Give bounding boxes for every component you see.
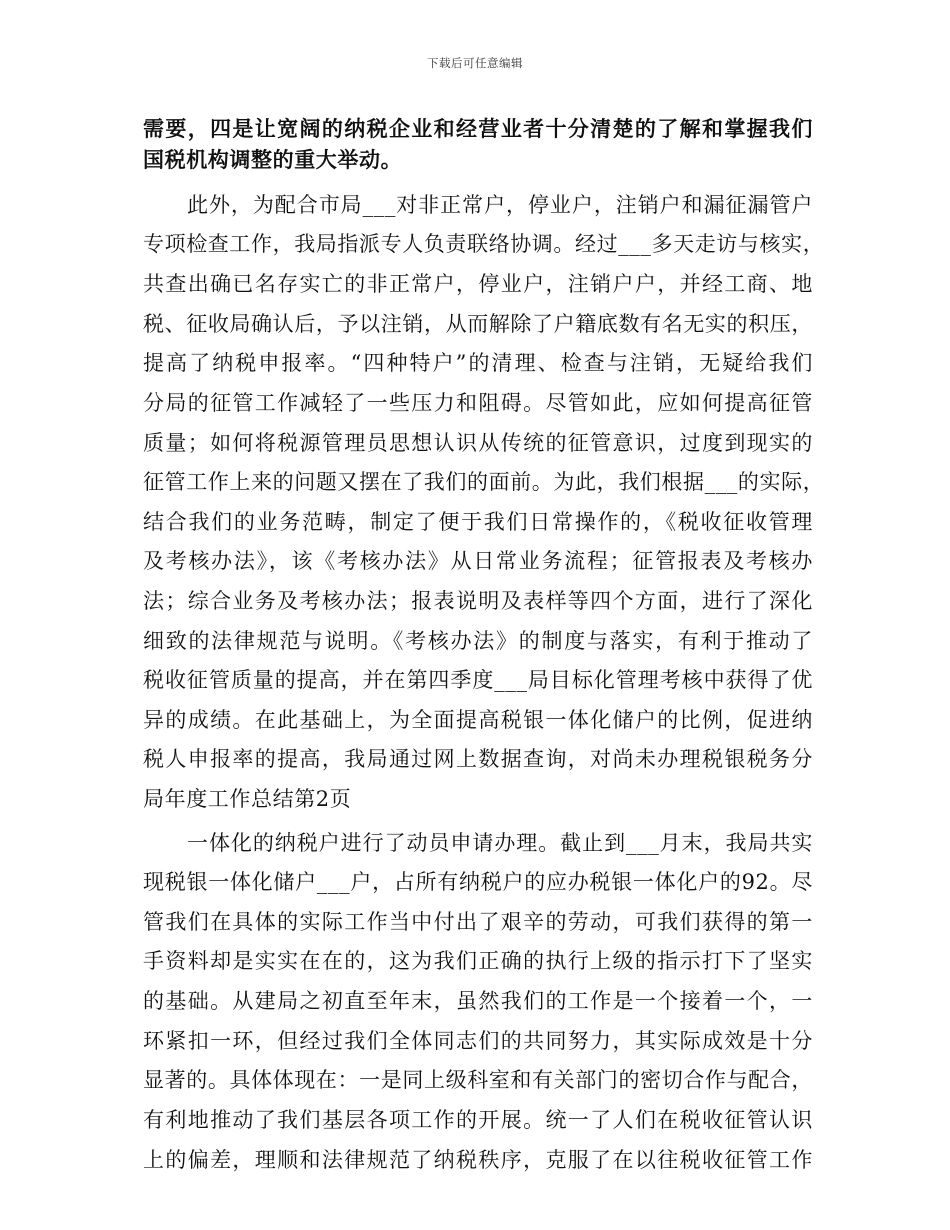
text-line: 显著的。具体体现在：一是同上级科室和有关部门的密切合作与配合，	[143, 1068, 813, 1092]
text-line: 专项检查工作，我局指派专人负责联络协调。经过___多天走访与核实，	[143, 232, 825, 256]
text-line: 提高了纳税申报率。“四种特户”的清理、检查与注销，无疑给我们	[143, 351, 813, 375]
text-line: 税人申报率的提高，我局通过网上数据查询，对尚未办理税银税务分	[143, 747, 813, 771]
text-line: 上的偏差，理顺和法律规范了纳税秩序，克服了在以往税收征管工作	[143, 1148, 813, 1172]
text-line: 细致的法律规范与说明。《考核办法》的制度与落实，有利于推动了	[143, 629, 813, 653]
text-line: 税收征管质量的提高，并在第四季度___局目标化管理考核中获得了优	[143, 668, 813, 692]
text-line: 法；综合业务及考核办法；报表说明及表样等四个方面，进行了深化	[143, 589, 813, 613]
text-line: 分局的征管工作减轻了一些压力和阻碍。尽管如此，应如何提高征管	[143, 391, 813, 415]
text-line: 共查出确已名存实亡的非正常户，停业户，注销户户，并经工商、地	[143, 272, 813, 296]
text-line: 管我们在具体的实际工作当中付出了艰辛的劳动，可我们获得的第一	[143, 910, 813, 934]
text-line: 手资料却是实实在在的，这为我们正确的执行上级的指示打下了坚实	[143, 949, 813, 973]
text-line: 此外，为配合市局___对非正常户，停业户，注销户和漏征漏管户	[187, 193, 813, 217]
text-line: 异的成绩。在此基础上，为全面提高税银一体化储户的比例，促进纳	[143, 708, 813, 732]
page-header: 下载后可任意编辑	[427, 56, 523, 70]
text-line: 及考核办法》，该《考核办法》从日常业务流程；征管报表及考核办	[143, 549, 813, 573]
text-line: 的基础。从建局之初直至年末，虽然我们的工作是一个接着一个，一	[143, 989, 813, 1013]
text-line: 结合我们的业务范畴，制定了便于我们日常操作的，《税收征收管理	[143, 510, 813, 534]
text-line: 现税银一体化储户___户，占所有纳税户的应办税银一体化户的92。尽	[143, 870, 813, 894]
text-line: 税、征收局确认后，予以注销，从而解除了户籍底数有名无实的积压，	[143, 312, 813, 336]
text-line: 环紧扣一环，但经过我们全体同志们的共同努力，其实际成效是十分	[143, 1029, 813, 1053]
text-line: 有利地推动了我们基层各项工作的开展。统一了人们在税收征管认识	[143, 1108, 813, 1132]
text-line: 征管工作上来的问题又摆在了我们的面前。为此，我们根据___的实际，	[143, 470, 825, 494]
text-line: 质量；如何将税源管理员思想认识从传统的征管意识，过度到现实的	[143, 431, 813, 455]
text-line: 需要，四是让宽阔的纳税企业和经营业者十分清楚的了解和掌握我们	[143, 116, 813, 141]
text-line: 局年度工作总结第2页	[143, 787, 352, 811]
text-line: 国税机构调整的重大举动。	[143, 147, 403, 172]
text-line: 一体化的纳税户进行了动员申请办理。截止到___月末，我局共实	[187, 831, 813, 855]
